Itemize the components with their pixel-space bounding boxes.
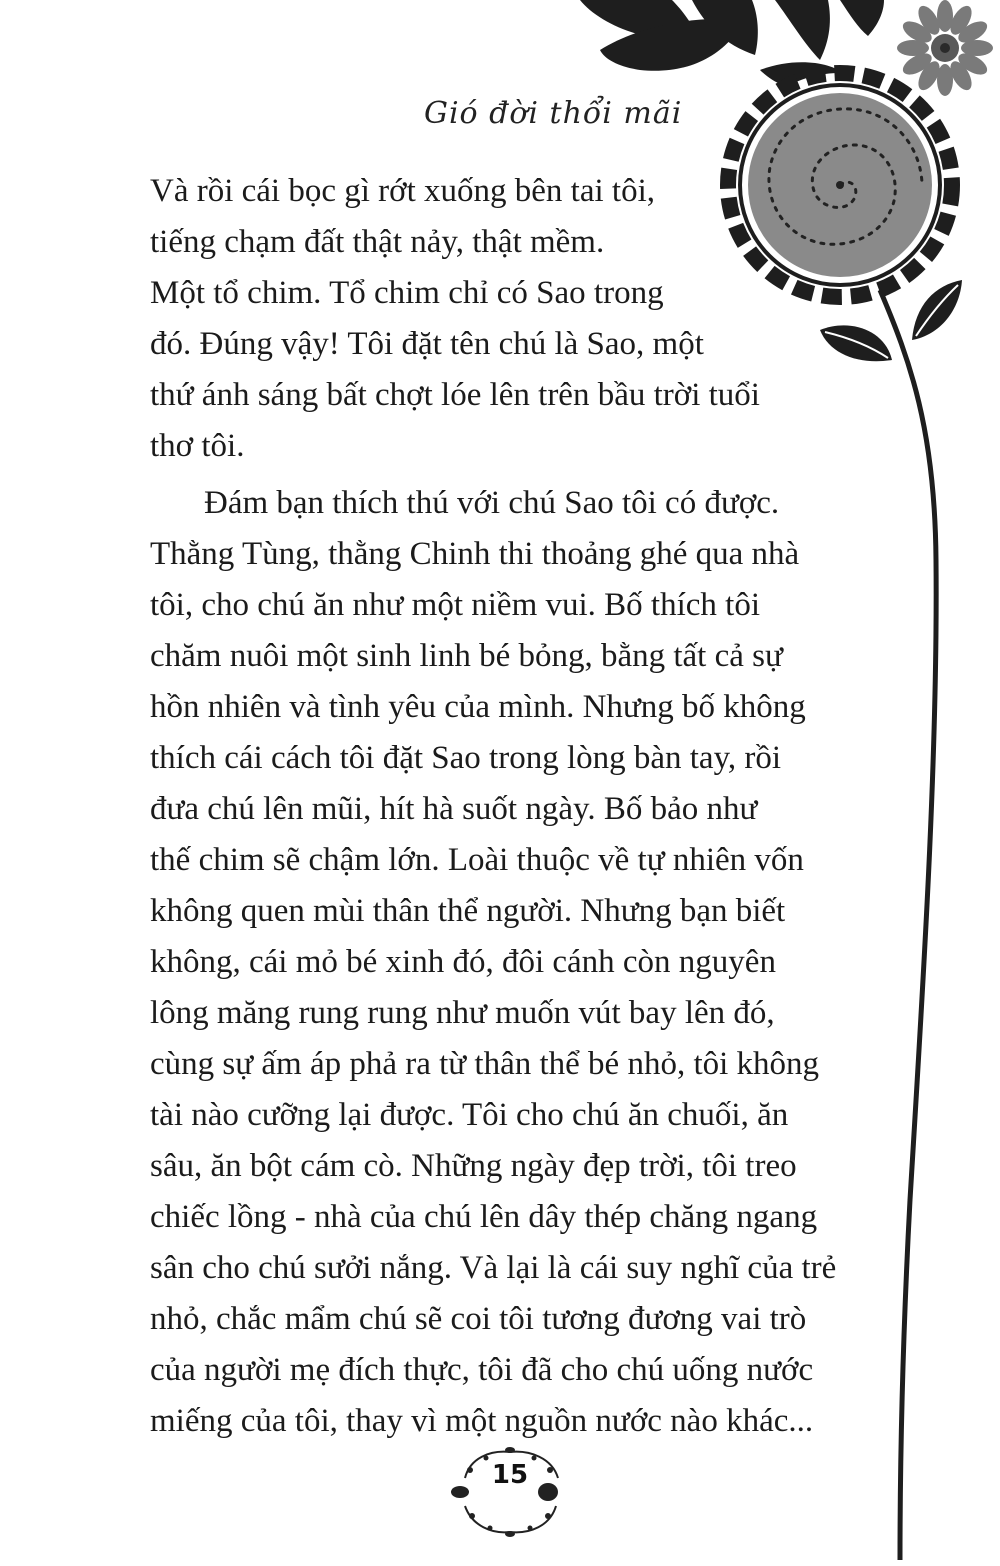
text-line: miếng của tôi, thay vì một nguồn nước nào khác...: [150, 1403, 814, 1439]
text-line: thơ tôi.: [150, 428, 245, 464]
text-line: tôi, cho chú ăn như một niềm vui. Bố thích tôi: [150, 587, 760, 623]
text-line: Và rồi cái bọc gì rớt xuống bên tai tôi,: [150, 173, 655, 209]
text-line: tài nào cưỡng lại được. Tôi cho chú ăn chuối, ăn: [150, 1097, 789, 1133]
text-line: tiếng chạm đất thật nảy, thật mềm.: [150, 224, 605, 260]
text-line: Một tổ chim. Tổ chim chỉ có Sao trong: [150, 275, 664, 311]
text-line: Đám bạn thích thú với chú Sao tôi có được.: [204, 485, 780, 521]
text-line: thế chim sẽ chậm lớn. Loài thuộc về tự nhiên vốn: [150, 842, 804, 878]
text-line: không, cái mỏ bé xinh đó, đôi cánh còn nguyên: [150, 944, 776, 980]
text-line: thứ ánh sáng bất chợt lóe lên trên bầu trời tuổi: [150, 377, 760, 413]
text-line: lông măng rung rung như muốn vút bay lên đó,: [150, 995, 775, 1031]
text-line: sâu, ăn bột cám cò. Những ngày đẹp trời, tôi treo: [150, 1148, 797, 1184]
text-line: hồn nhiên và tình yêu của mình. Nhưng bố không: [150, 689, 806, 725]
text-line: đưa chú lên mũi, hít hà suốt ngày. Bố bảo như: [150, 791, 758, 827]
text-line: không quen mùi thân thể người. Nhưng bạn biết: [150, 893, 786, 929]
text-line: thích cái cách tôi đặt Sao trong lòng bàn tay, rồi: [150, 740, 782, 776]
text-line: sân cho chú sưởi nắng. Và lại là cái suy nghĩ của trẻ: [150, 1250, 837, 1286]
page-number: 15: [491, 1460, 529, 1490]
text-line: cùng sự ấm áp phả ra từ thân thể bé nhỏ, tôi không: [150, 1046, 820, 1082]
text-line: Thằng Tùng, thằng Chinh thi thoảng ghé qua nhà: [150, 536, 800, 572]
text-line: nhỏ, chắc mẩm chú sẽ coi tôi tương đương vai trò: [150, 1301, 807, 1337]
text-line: chiếc lồng - nhà của chú lên dây thép chăng ngang: [150, 1199, 818, 1235]
text-line: chăm nuôi một sinh linh bé bỏng, bằng tất cả sự: [150, 638, 783, 674]
running-title: Gió đời thổi mãi: [424, 96, 683, 131]
text-line: của người mẹ đích thực, tôi đã cho chú uống nước: [150, 1352, 814, 1388]
text-line: đó. Đúng vậy! Tôi đặt tên chú là Sao, một: [150, 326, 704, 362]
